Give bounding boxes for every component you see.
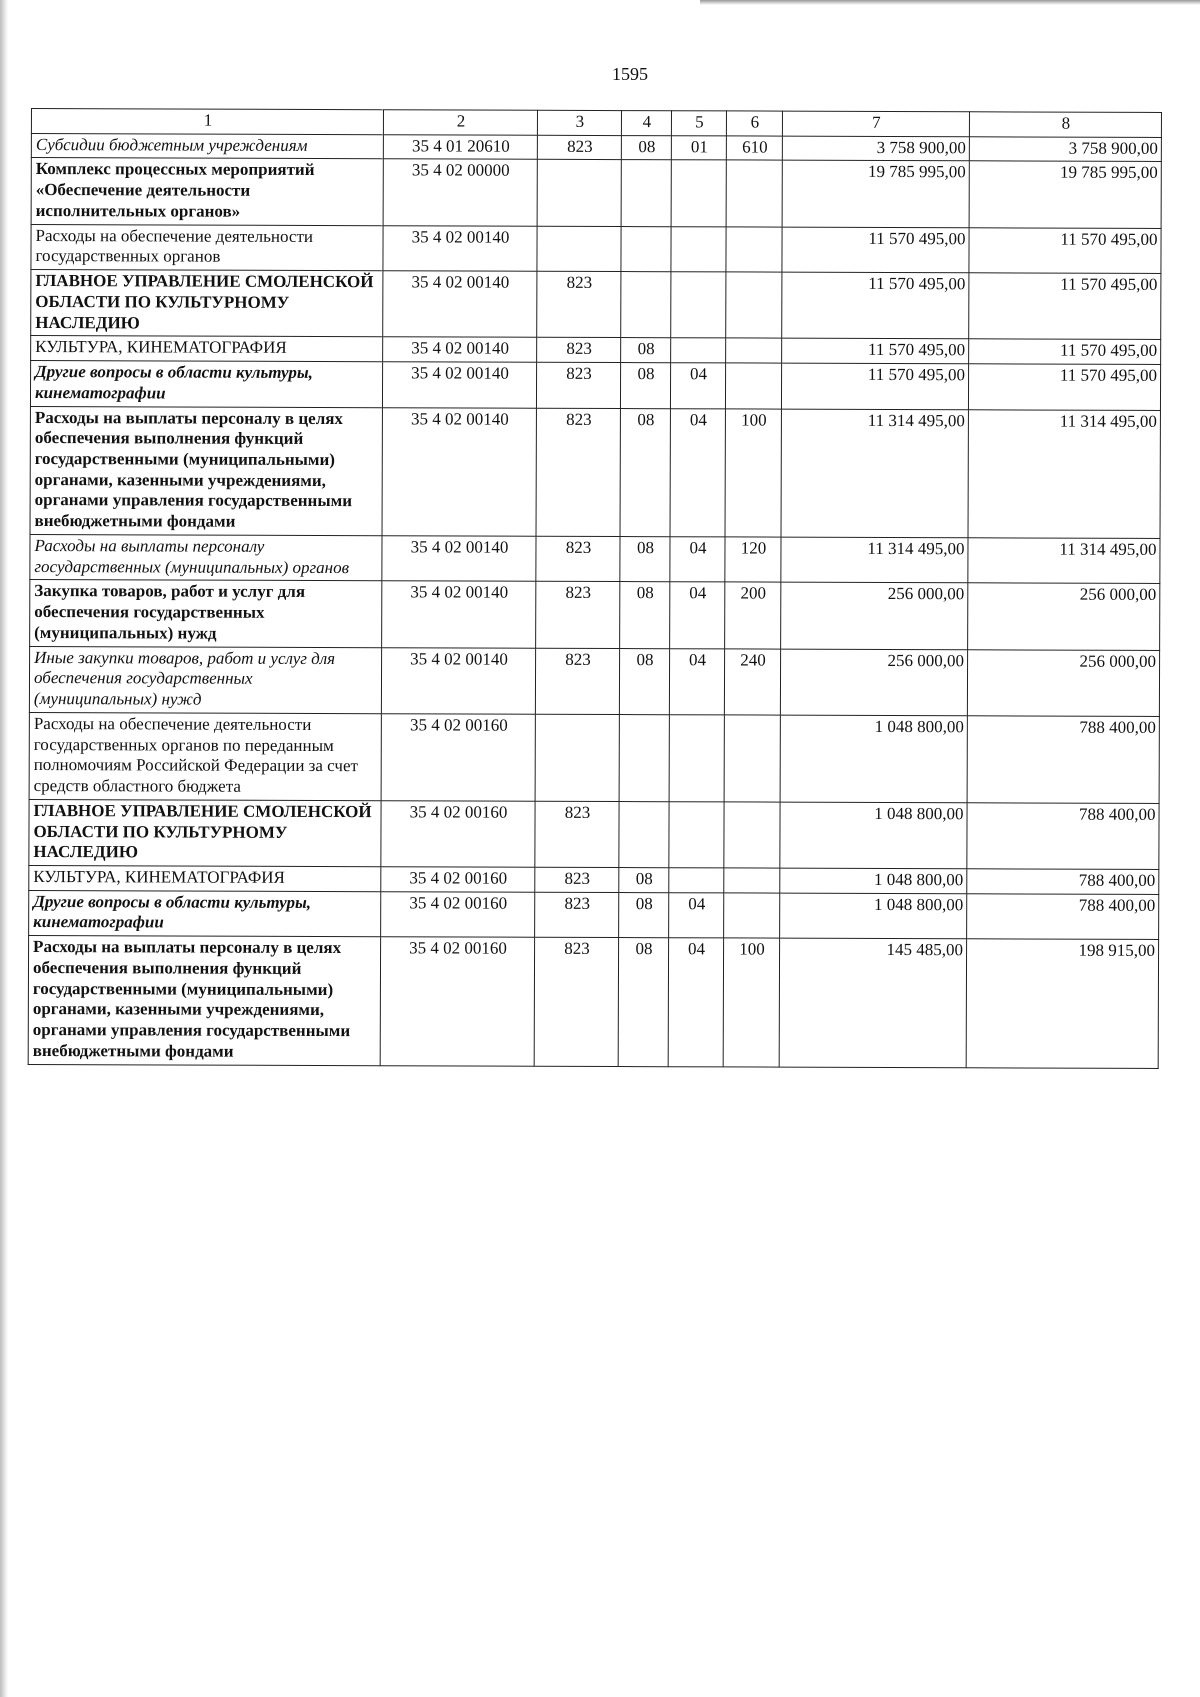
name-cell: Комплекс процессных мероприятий «Обеспечение деятельности исполнительных органов» bbox=[31, 158, 383, 225]
name-cell: Закупка товаров, работ и услуг для обеспечения государственных (муниципальных) нужд bbox=[30, 580, 382, 647]
ministry-code-cell: 823 bbox=[535, 867, 619, 892]
target-article-cell: 35 4 02 00160 bbox=[380, 937, 534, 1066]
subsection-cell: 04 bbox=[670, 363, 725, 409]
scan-shadow-left bbox=[0, 0, 8, 1697]
column-number: 5 bbox=[671, 111, 726, 136]
ministry-code-cell: 823 bbox=[537, 338, 621, 363]
ministry-code-cell bbox=[537, 226, 621, 272]
amount-year1-cell: 11 314 495,00 bbox=[781, 537, 968, 583]
amount-year2-cell: 11 570 495,00 bbox=[969, 339, 1161, 364]
amount-year2-cell: 256 000,00 bbox=[968, 583, 1160, 650]
amount-year2-cell: 11 570 495,00 bbox=[969, 227, 1161, 273]
name-cell: Субсидии бюджетным учреждениям bbox=[31, 133, 383, 159]
section-cell bbox=[621, 160, 671, 226]
name-cell: Расходы на выплаты персоналу в целях обеспечения выполнения функций государственными (муниципальными) органами, казенными учреждениями, органами управления государственными внебюджетными фондами bbox=[28, 936, 380, 1066]
column-number: 3 bbox=[537, 110, 621, 135]
section-cell bbox=[621, 226, 671, 272]
expense-type-cell bbox=[726, 338, 782, 363]
ministry-code-cell: 823 bbox=[537, 135, 621, 160]
amount-year1-cell: 256 000,00 bbox=[780, 649, 967, 716]
ministry-code-cell: 823 bbox=[535, 892, 619, 938]
target-article-cell: 35 4 02 00140 bbox=[382, 536, 536, 582]
ministry-code-cell: 823 bbox=[536, 362, 620, 408]
section-cell bbox=[619, 801, 669, 867]
name-cell: ГЛАВНОЕ УПРАВЛЕНИЕ СМОЛЕНСКОЙ ОБЛАСТИ ПО КУЛЬТУРНОМУ НАСЛЕДИЮ bbox=[29, 799, 381, 866]
name-cell: Другие вопросы в области культуры, кинематографии bbox=[29, 890, 381, 937]
subsection-cell bbox=[671, 160, 726, 226]
name-cell: Иные закупки товаров, работ и услуг для обеспечения государственных (муниципальных) нужд bbox=[29, 646, 381, 713]
name-cell: КУЛЬТУРА, КИНЕМАТОГРАФИЯ bbox=[31, 336, 383, 362]
page-number: 1595 bbox=[612, 64, 648, 84]
section-cell: 08 bbox=[619, 868, 669, 893]
table-row bbox=[31, 158, 1161, 228]
amount-year2-cell: 11 314 495,00 bbox=[968, 538, 1160, 584]
expense-type-cell bbox=[726, 227, 782, 273]
expense-type-cell: 200 bbox=[725, 582, 781, 648]
subsection-cell: 04 bbox=[670, 582, 725, 648]
target-article-cell: 35 4 02 00160 bbox=[381, 891, 535, 937]
expense-type-cell: 610 bbox=[726, 136, 782, 161]
table-row bbox=[31, 270, 1161, 340]
scan-shadow-top bbox=[700, 0, 1200, 5]
expense-type-cell bbox=[724, 715, 780, 802]
target-article-cell: 35 4 02 00000 bbox=[383, 159, 537, 226]
section-cell bbox=[619, 714, 669, 801]
section-cell: 08 bbox=[618, 938, 668, 1067]
target-article-cell: 35 4 02 00140 bbox=[383, 271, 537, 338]
amount-year2-cell: 11 570 495,00 bbox=[969, 273, 1161, 340]
expense-type-cell: 100 bbox=[723, 938, 779, 1067]
amount-year1-cell: 11 570 495,00 bbox=[781, 363, 968, 409]
amount-year1-cell: 11 570 495,00 bbox=[782, 227, 969, 273]
column-number: 4 bbox=[621, 111, 671, 136]
table-row bbox=[30, 580, 1160, 650]
amount-year1-cell: 11 570 495,00 bbox=[782, 338, 969, 363]
subsection-cell bbox=[669, 801, 724, 867]
table-row bbox=[30, 406, 1160, 538]
section-cell: 08 bbox=[621, 135, 671, 160]
subsection-cell: 04 bbox=[669, 892, 724, 938]
column-number: 2 bbox=[383, 110, 537, 135]
expense-type-cell: 240 bbox=[724, 649, 780, 715]
ministry-code-cell: 823 bbox=[536, 582, 620, 648]
table-row bbox=[29, 712, 1159, 803]
amount-year1-cell: 1 048 800,00 bbox=[780, 715, 967, 803]
subsection-cell: 04 bbox=[669, 648, 724, 714]
column-number: 7 bbox=[782, 111, 969, 136]
subsection-cell bbox=[669, 868, 724, 893]
amount-year2-cell: 788 400,00 bbox=[967, 716, 1159, 804]
amount-year1-cell: 1 048 800,00 bbox=[780, 868, 967, 893]
target-article-cell: 35 4 02 00140 bbox=[381, 647, 535, 714]
ministry-code-cell: 823 bbox=[537, 271, 621, 337]
section-cell bbox=[621, 272, 671, 338]
ministry-code-cell: 823 bbox=[536, 536, 620, 582]
amount-year2-cell: 788 400,00 bbox=[967, 803, 1159, 870]
section-cell: 08 bbox=[620, 408, 670, 537]
expense-type-cell bbox=[725, 363, 781, 409]
amount-year2-cell: 11 314 495,00 bbox=[968, 409, 1160, 538]
name-cell: Расходы на обеспечение деятельности государственных органов по переданным полномочиям Российской Федерации за счет средств областного бюджета bbox=[29, 712, 381, 800]
table-row bbox=[31, 224, 1161, 273]
subsection-cell: 01 bbox=[671, 135, 726, 160]
amount-year2-cell: 198 915,00 bbox=[966, 939, 1158, 1068]
ministry-code-cell: 823 bbox=[535, 648, 619, 714]
budget-table bbox=[28, 108, 1162, 1069]
name-cell: КУЛЬТУРА, КИНЕМАТОГРАФИЯ bbox=[29, 865, 381, 891]
amount-year2-cell: 256 000,00 bbox=[967, 649, 1159, 716]
expense-type-cell bbox=[724, 802, 780, 868]
subsection-cell bbox=[671, 272, 726, 338]
section-cell: 08 bbox=[620, 363, 670, 409]
target-article-cell: 35 4 02 00160 bbox=[381, 714, 535, 801]
amount-year1-cell: 1 048 800,00 bbox=[780, 893, 967, 939]
target-article-cell: 35 4 02 00140 bbox=[382, 362, 536, 408]
column-number: 1 bbox=[31, 109, 383, 135]
target-article-cell: 35 4 02 00140 bbox=[382, 407, 536, 536]
expense-type-cell bbox=[724, 893, 780, 939]
target-article-cell: 35 4 02 00160 bbox=[381, 800, 535, 867]
ministry-code-cell: 823 bbox=[534, 937, 618, 1066]
expense-type-cell bbox=[724, 868, 780, 893]
expense-type-cell: 120 bbox=[725, 537, 781, 583]
expense-type-cell: 100 bbox=[725, 408, 781, 537]
name-cell: Другие вопросы в области культуры, кинематографии bbox=[30, 361, 382, 408]
name-cell: ГЛАВНОЕ УПРАВЛЕНИЕ СМОЛЕНСКОЙ ОБЛАСТИ ПО КУЛЬТУРНОМУ НАСЛЕДИЮ bbox=[31, 270, 383, 337]
target-article-cell: 35 4 02 00160 bbox=[381, 867, 535, 892]
amount-year2-cell: 788 400,00 bbox=[967, 893, 1159, 939]
table-row bbox=[30, 361, 1160, 410]
column-number: 8 bbox=[969, 112, 1161, 137]
subsection-cell: 04 bbox=[670, 537, 725, 583]
table-row bbox=[28, 936, 1158, 1068]
amount-year1-cell: 1 048 800,00 bbox=[780, 802, 967, 869]
amount-year1-cell: 19 785 995,00 bbox=[782, 161, 969, 228]
name-cell: Расходы на выплаты персоналу в целях обеспечения выполнения функций государственными (муниципальными) органами, казенными учреждениями, органами управления государственными внебюджетными фондами bbox=[30, 406, 382, 536]
section-cell: 08 bbox=[619, 892, 669, 938]
section-cell: 08 bbox=[619, 648, 669, 714]
expense-type-cell bbox=[726, 272, 782, 338]
subsection-cell bbox=[671, 338, 726, 363]
name-cell: Расходы на выплаты персоналу государственных (муниципальных) органов bbox=[30, 534, 382, 581]
target-article-cell: 35 4 01 20610 bbox=[383, 134, 537, 159]
section-cell: 08 bbox=[620, 537, 670, 583]
table-row bbox=[29, 646, 1159, 716]
subsection-cell bbox=[671, 226, 726, 272]
ministry-code-cell bbox=[535, 714, 619, 801]
target-article-cell: 35 4 02 00140 bbox=[383, 337, 537, 362]
amount-year1-cell: 11 314 495,00 bbox=[781, 409, 968, 538]
amount-year1-cell: 145 485,00 bbox=[779, 938, 966, 1067]
target-article-cell: 35 4 02 00140 bbox=[382, 581, 536, 648]
ministry-code-cell bbox=[537, 160, 621, 226]
subsection-cell: 04 bbox=[670, 408, 725, 537]
section-cell: 08 bbox=[620, 582, 670, 648]
target-article-cell: 35 4 02 00140 bbox=[383, 225, 537, 271]
name-cell: Расходы на обеспечение деятельности государственных органов bbox=[31, 224, 383, 271]
table-row bbox=[29, 890, 1159, 939]
ministry-code-cell: 823 bbox=[535, 801, 619, 867]
amount-year2-cell: 3 758 900,00 bbox=[969, 137, 1161, 162]
section-cell: 08 bbox=[621, 338, 671, 363]
subsection-cell: 04 bbox=[668, 938, 723, 1067]
table-row bbox=[30, 534, 1160, 583]
amount-year2-cell: 11 570 495,00 bbox=[968, 364, 1160, 410]
amount-year2-cell: 19 785 995,00 bbox=[969, 161, 1161, 228]
subsection-cell bbox=[669, 715, 724, 802]
amount-year1-cell: 3 758 900,00 bbox=[782, 136, 969, 161]
amount-year1-cell: 11 570 495,00 bbox=[782, 272, 969, 339]
column-number: 6 bbox=[726, 111, 782, 136]
ministry-code-cell: 823 bbox=[536, 408, 620, 537]
table-row bbox=[29, 799, 1159, 869]
amount-year1-cell: 256 000,00 bbox=[781, 583, 968, 650]
expense-type-cell bbox=[726, 160, 782, 226]
amount-year2-cell: 788 400,00 bbox=[967, 869, 1159, 894]
